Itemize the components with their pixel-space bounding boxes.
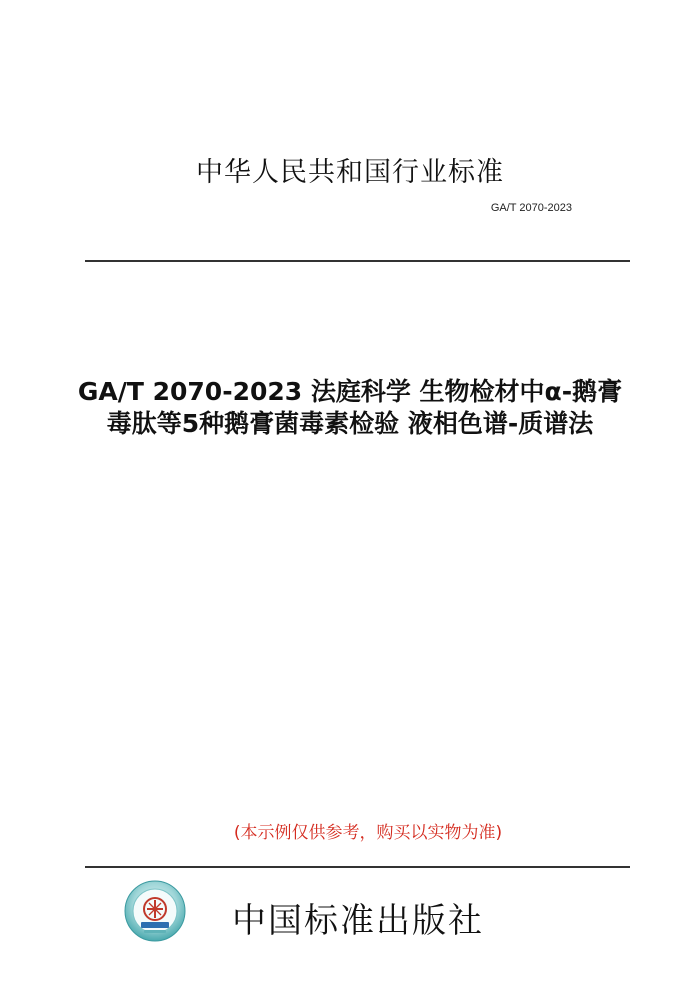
document-title [20,376,680,440]
publisher-seal-icon [124,880,186,942]
document-title-line-1: GA/T 2070-2023 法庭科学 生物检材中α-鹅膏 [77,377,623,406]
publisher-name: 中国标准出版社 [232,901,484,941]
sample-note: (本示例仅供参考，购买以实物为准) [233,823,503,843]
document-title-line-2: 毒肽等5种鹅膏菌毒素检验 液相色谱-质谱法 [106,409,594,438]
header-title: 中华人民共和国行业标准 [196,157,504,188]
standard-code: GA/T 2070-2023 [490,202,572,214]
top-divider [85,260,630,262]
bottom-divider [85,866,630,868]
